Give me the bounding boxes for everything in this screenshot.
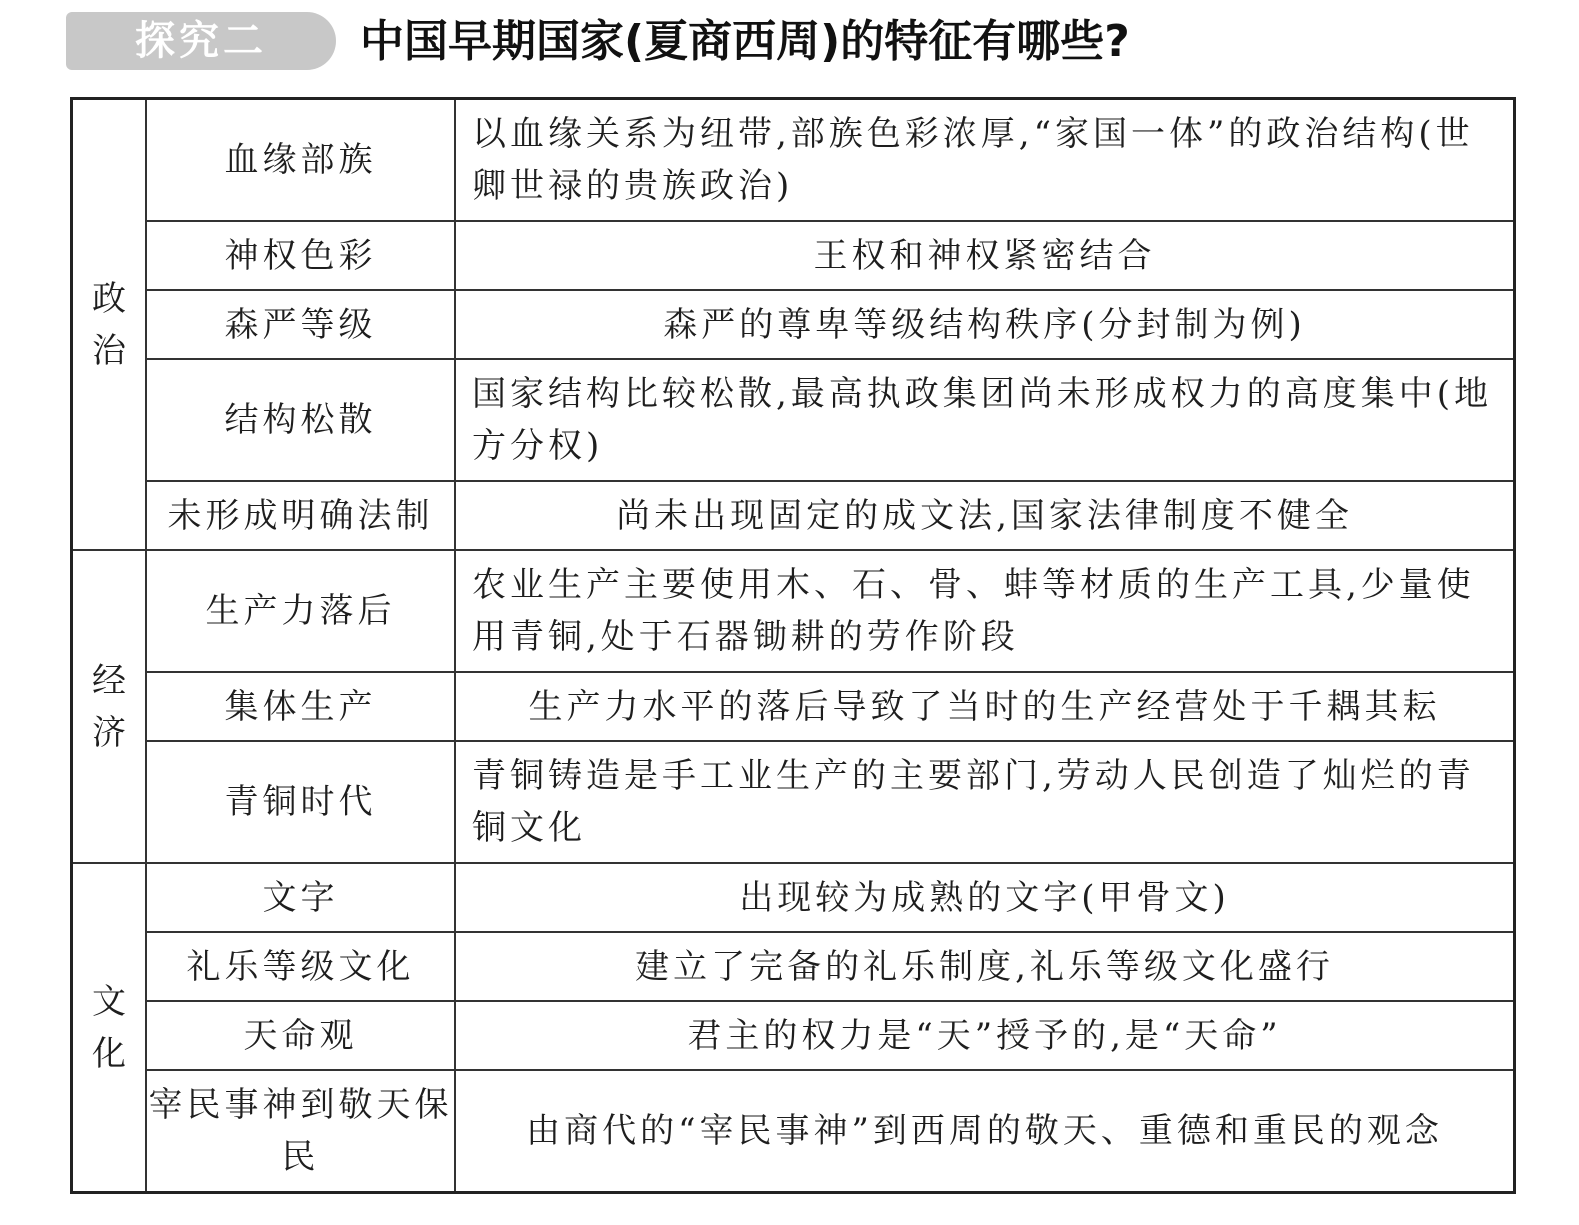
description-cell: 森严的尊卑等级结构秩序(分封制为例) (455, 290, 1515, 359)
description-cell: 君主的权力是“天”授予的,是“天命” (455, 1001, 1515, 1070)
table-row (72, 359, 1515, 481)
description-cell: 农业生产主要使用木、石、骨、蚌等材质的生产工具,少量使用青铜,处于石器锄耕的劳作阶段 (455, 550, 1515, 672)
feature-cell: 血缘部族 (146, 99, 455, 222)
description-cell: 王权和神权紧密结合 (455, 221, 1515, 290)
section-tag-label: 探究二 (135, 18, 267, 64)
feature-cell: 宰民事神到敬天保民 (146, 1070, 455, 1193)
feature-cell: 礼乐等级文化 (146, 932, 455, 1001)
section-tag (66, 12, 336, 70)
description-cell: 生产力水平的落后导致了当时的生产经营处于千耦其耘 (455, 672, 1515, 741)
feature-cell: 青铜时代 (146, 741, 455, 863)
table-row (72, 672, 1515, 741)
feature-cell: 结构松散 (146, 359, 455, 481)
section-title: 中国早期国家(夏商西周)的特征有哪些? (360, 16, 1130, 67)
feature-cell: 生产力落后 (146, 550, 455, 672)
description-cell: 建立了完备的礼乐制度,礼乐等级文化盛行 (455, 932, 1515, 1001)
table-row (72, 550, 1515, 672)
table-row (72, 99, 1515, 222)
table-row (72, 221, 1515, 290)
category-economy: 经 济 (72, 550, 147, 863)
table-row (72, 481, 1515, 550)
features-table (70, 97, 1516, 1194)
table-row (72, 1070, 1515, 1193)
feature-cell: 天命观 (146, 1001, 455, 1070)
category-culture: 文 化 (72, 863, 147, 1193)
feature-cell: 森严等级 (146, 290, 455, 359)
table-row (72, 863, 1515, 932)
feature-cell: 神权色彩 (146, 221, 455, 290)
feature-cell: 文字 (146, 863, 455, 932)
feature-cell: 集体生产 (146, 672, 455, 741)
table-row (72, 1001, 1515, 1070)
table-row (72, 741, 1515, 863)
description-cell: 以血缘关系为纽带,部族色彩浓厚,“家国一体”的政治结构(世卿世禄的贵族政治) (455, 99, 1515, 222)
feature-cell: 未形成明确法制 (146, 481, 455, 550)
section-header (0, 0, 1579, 86)
description-cell: 青铜铸造是手工业生产的主要部门,劳动人民创造了灿烂的青铜文化 (455, 741, 1515, 863)
description-cell: 出现较为成熟的文字(甲骨文) (455, 863, 1515, 932)
table-row (72, 290, 1515, 359)
description-cell: 由商代的“宰民事神”到西周的敬天、重德和重民的观念 (455, 1070, 1515, 1193)
table-row (72, 932, 1515, 1001)
category-politics: 政 治 (72, 99, 147, 551)
description-cell: 国家结构比较松散,最高执政集团尚未形成权力的高度集中(地方分权) (455, 359, 1515, 481)
description-cell: 尚未出现固定的成文法,国家法律制度不健全 (455, 481, 1515, 550)
